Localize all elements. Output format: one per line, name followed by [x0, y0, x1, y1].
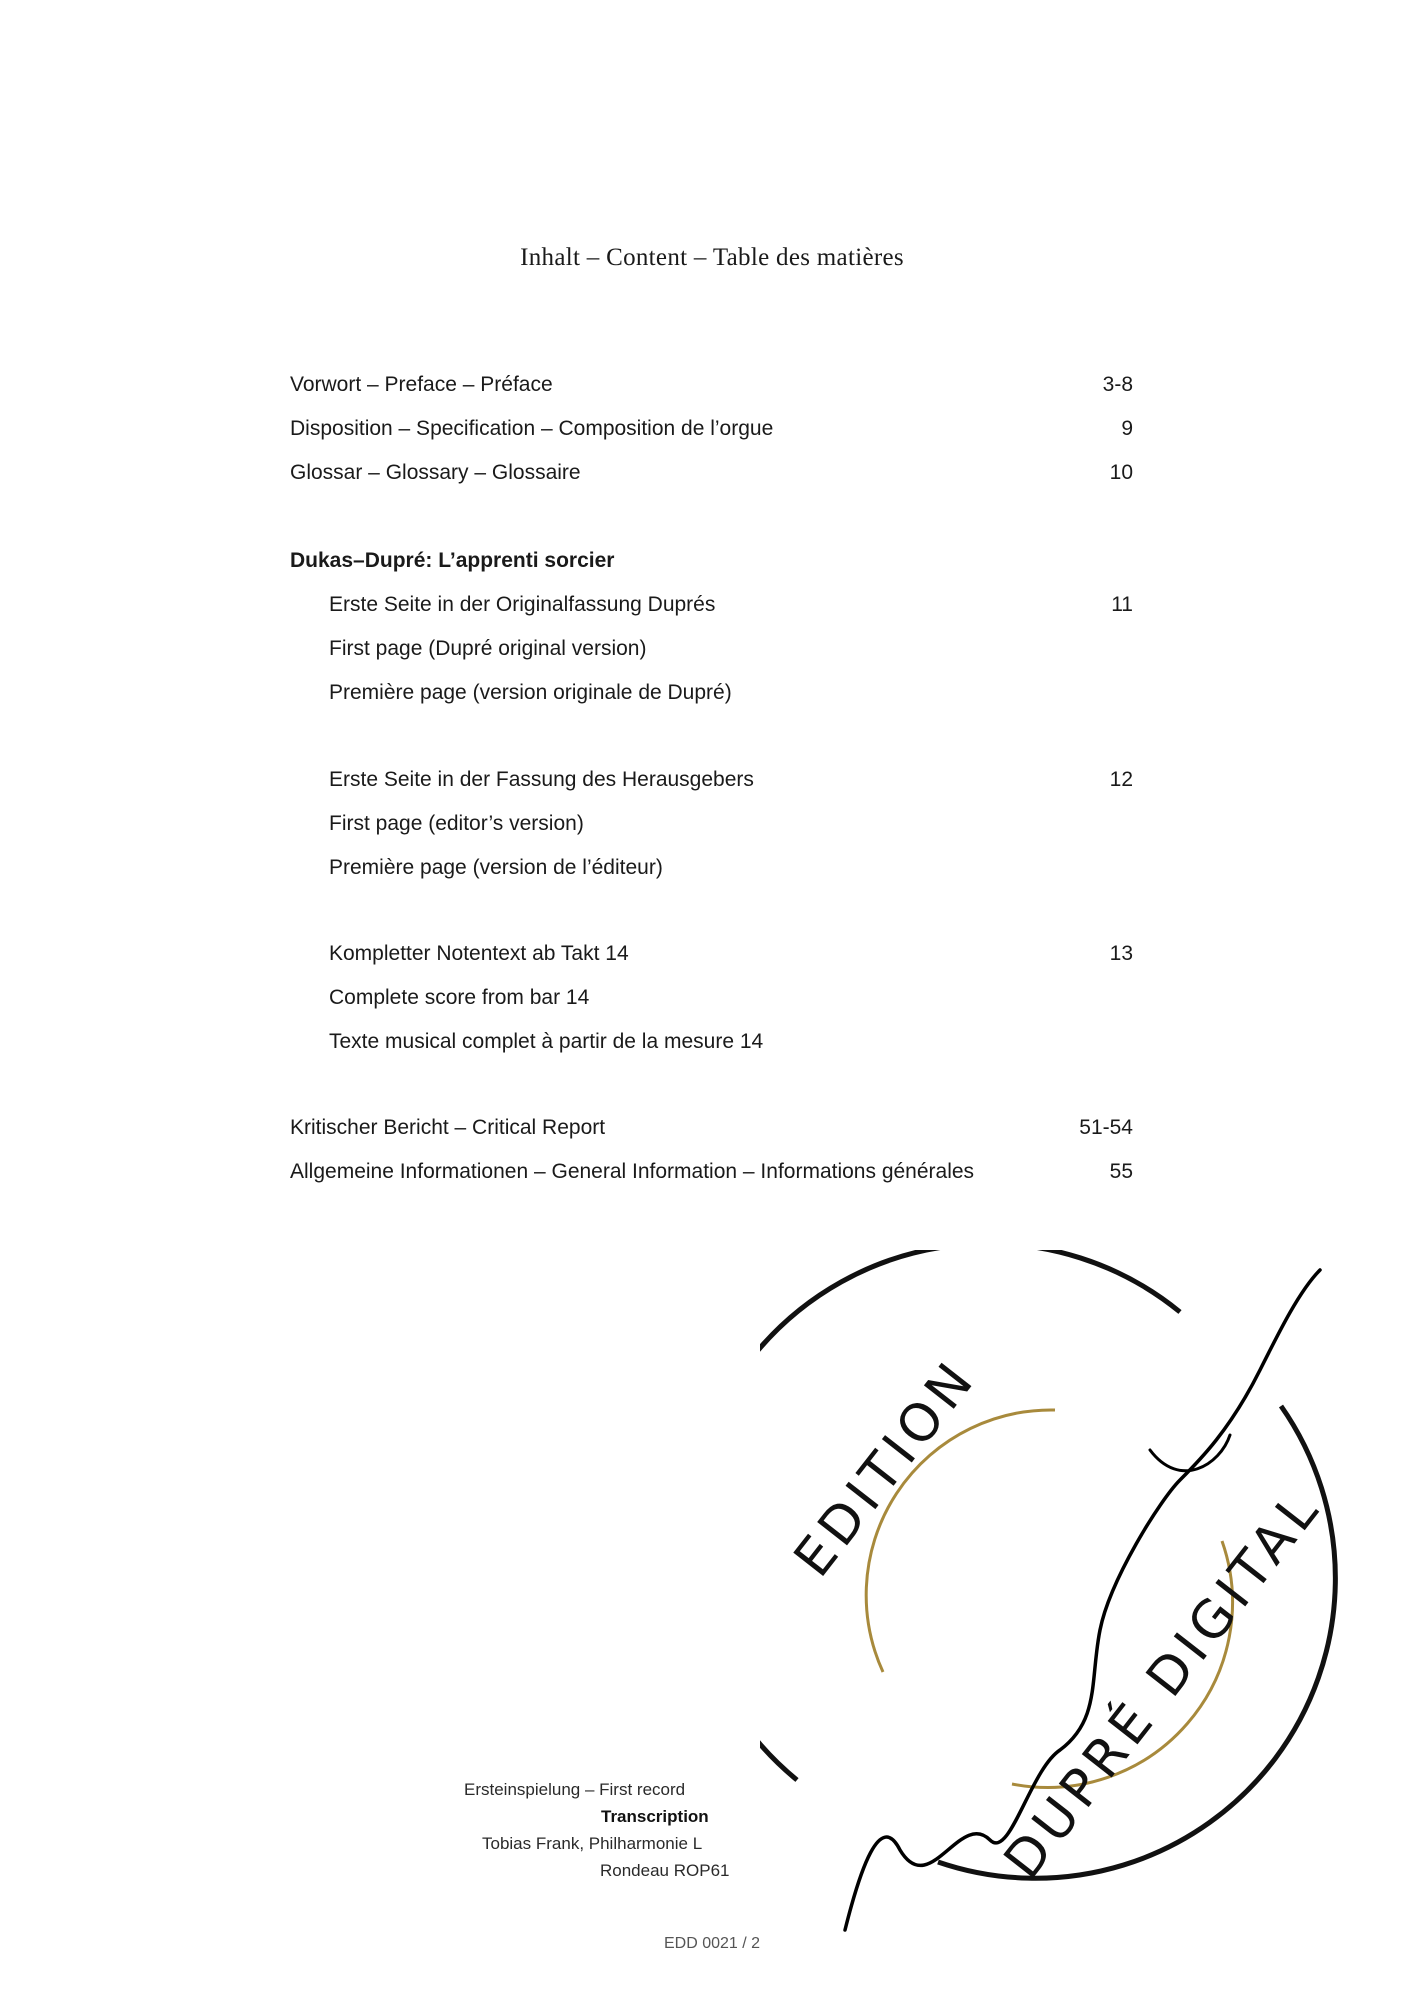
toc-entry-complete-score[interactable] — [329, 939, 1133, 969]
toc-entry-general-information[interactable] — [290, 1157, 1133, 1187]
toc-label: First page (editor’s version) — [329, 812, 584, 835]
stamp-text-edition: EDITION — [782, 1348, 989, 1589]
toc-page: 12 — [1109, 768, 1133, 791]
recording-line: Rondeau ROP61 — [600, 1861, 730, 1880]
toc-label: Vorwort – Preface – Préface — [290, 373, 553, 396]
toc-entry-critical-report[interactable] — [290, 1113, 1133, 1143]
recording-line: Ersteinspielung – First record — [464, 1780, 686, 1799]
toc-label: Erste Seite in der Fassung des Herausgebers — [329, 768, 754, 791]
toc-label: First page (Dupré original version) — [329, 637, 647, 660]
toc-subentry — [329, 634, 1133, 664]
toc-subentry — [329, 678, 1133, 708]
toc-page: 51-54 — [1079, 1116, 1133, 1139]
toc-entry-editor-first-page[interactable] — [329, 765, 1133, 795]
toc-label: Dukas–Dupré: L’apprenti sorcier — [290, 549, 615, 572]
toc-subentry — [329, 983, 1133, 1013]
page-title: Inhalt – Content – Table des matières — [520, 244, 904, 271]
toc-page: 10 — [1109, 461, 1133, 484]
toc-label: Disposition – Specification – Composition de l’orgue — [290, 417, 774, 440]
toc-page: 13 — [1109, 942, 1133, 965]
toc-page: 3-8 — [1102, 373, 1133, 396]
toc-subentry — [329, 1027, 1133, 1057]
toc-label: Glossar – Glossary – Glossaire — [290, 461, 581, 484]
toc-label: Kompletter Notentext ab Takt 14 — [329, 942, 629, 965]
toc-label: Kritischer Bericht – Critical Report — [290, 1116, 606, 1139]
recording-line: Tobias Frank, Philharmonie L — [482, 1834, 703, 1853]
toc-subentry — [329, 853, 1133, 883]
toc-page: 11 — [1111, 593, 1133, 616]
toc-section-heading — [290, 546, 1133, 576]
toc-page: 55 — [1109, 1160, 1133, 1183]
recording-line: Transcription — [601, 1807, 709, 1826]
edition-code: EDD 0021 / 2 — [663, 1935, 761, 1952]
toc-entry-specification[interactable] — [290, 414, 1133, 444]
toc-label: Texte musical complet à partir de la mesure 14 — [329, 1030, 764, 1053]
toc-label: Première page (version originale de Dupré) — [329, 681, 732, 704]
toc-subentry — [329, 809, 1133, 839]
toc-label: Erste Seite in der Originalfassung Duprés — [329, 593, 716, 616]
stamp-text-dupre-digital: DUPRÉ DIGITAL — [992, 1477, 1334, 1891]
toc-page: 9 — [1121, 417, 1133, 440]
toc-label: Allgemeine Informationen – General Information – Informations générales — [290, 1160, 975, 1183]
toc-entry-preface[interactable] — [290, 370, 1133, 400]
edition-stamp-logo — [760, 1250, 1360, 1950]
toc-entry-glossary[interactable] — [290, 458, 1133, 488]
toc-label: Première page (version de l’éditeur) — [329, 856, 663, 879]
toc-label: Complete score from bar 14 — [329, 986, 590, 1009]
toc-entry-original-first-page[interactable] — [329, 590, 1133, 620]
